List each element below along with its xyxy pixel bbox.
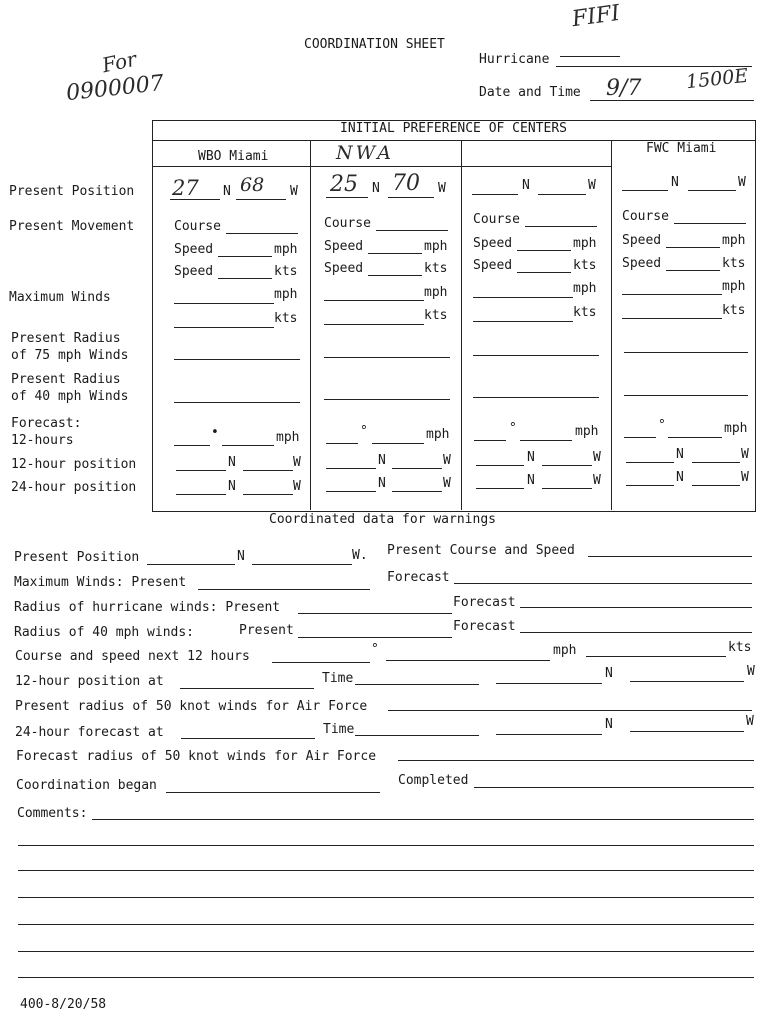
label-forecast-line1: Forecast: bbox=[11, 416, 82, 431]
coord-began-label: Coordination began bbox=[16, 778, 157, 793]
handwritten-reference-number: 0900007 bbox=[64, 70, 166, 107]
nwa-forecast-mph-unit: mph bbox=[426, 427, 450, 442]
coord-forecast24-n: N bbox=[605, 717, 613, 732]
coord-forecast24-time-label: Time bbox=[323, 722, 355, 737]
col3-speed-kts-label: Speed bbox=[473, 258, 513, 273]
nwa-pos12-n: N bbox=[378, 453, 386, 468]
coord-present-n: N bbox=[237, 549, 245, 564]
coord-pos12-label: 12-hour position at bbox=[15, 674, 164, 689]
wbo-radius40-field[interactable] bbox=[174, 402, 300, 403]
col-header-wbo-miami: WBO Miami bbox=[198, 149, 269, 164]
fwc-speed-mph-label: Speed bbox=[622, 233, 662, 248]
col3-longitude-field[interactable] bbox=[538, 194, 586, 195]
nwa-n-label: N bbox=[372, 181, 380, 196]
col3-course-field[interactable] bbox=[525, 226, 597, 227]
label-present-movement: Present Movement bbox=[9, 219, 135, 234]
coord-max-winds-forecast-field[interactable] bbox=[454, 583, 752, 584]
nwa-speed-kts-field[interactable] bbox=[368, 275, 422, 276]
nwa-pos12-w: W bbox=[443, 453, 451, 468]
col3-pos12-n: N bbox=[527, 450, 535, 465]
label-radius40-line2: of 40 mph Winds bbox=[11, 389, 129, 404]
coord-radius40-forecast-label: Forecast bbox=[453, 619, 516, 634]
table-divider-3 bbox=[611, 140, 612, 510]
wbo-pos24-w: W bbox=[293, 479, 301, 494]
coord-speed-12-mph-field[interactable] bbox=[386, 660, 550, 661]
wbo-maxwind-kts-unit: kts bbox=[274, 311, 298, 326]
col3-maxwind-mph-unit: mph bbox=[573, 281, 597, 296]
date-time-label: Date and Time bbox=[479, 85, 581, 100]
wbo-pos12-n: N bbox=[228, 455, 236, 470]
coordinated-caption: Coordinated data for warnings bbox=[269, 512, 496, 527]
table-divider-1 bbox=[310, 140, 311, 510]
fwc-course-label: Course bbox=[622, 209, 669, 224]
nwa-maxwind-mph-field[interactable] bbox=[324, 300, 424, 301]
wbo-radius75-field[interactable] bbox=[174, 359, 300, 360]
fwc-kts-unit: kts bbox=[722, 256, 746, 271]
coord-forecast-radius50-label: Forecast radius of 50 knot winds for Air Force bbox=[16, 749, 377, 764]
nwa-maxwind-mph-unit: mph bbox=[424, 285, 448, 300]
nwa-speed-mph-label: Speed bbox=[324, 239, 364, 254]
coord-forecast24-lon-field[interactable] bbox=[630, 731, 744, 732]
fwc-forecast-speed-field[interactable] bbox=[668, 437, 722, 438]
wbo-pos24-lat-field[interactable] bbox=[176, 494, 226, 495]
wbo-longitude-field[interactable] bbox=[236, 199, 286, 200]
wbo-speed-kts-field[interactable] bbox=[218, 278, 272, 279]
coord-pos12-lat-field[interactable] bbox=[496, 683, 602, 684]
comments-label: Comments: bbox=[17, 806, 88, 821]
coord-max-winds-forecast-label: Forecast bbox=[387, 570, 450, 585]
nwa-forecast-degree: ° bbox=[360, 424, 368, 439]
fwc-w-label: W bbox=[738, 175, 746, 190]
wbo-speed-mph-field[interactable] bbox=[218, 256, 272, 257]
coord-began-field[interactable] bbox=[166, 792, 380, 793]
col3-pos12-lat-field[interactable] bbox=[476, 465, 524, 466]
fwc-longitude-field[interactable] bbox=[688, 190, 736, 191]
col3-pos24-lon-field[interactable] bbox=[542, 488, 592, 489]
wbo-maxwind-mph-field[interactable] bbox=[174, 303, 274, 304]
comments-line-6[interactable] bbox=[18, 951, 754, 952]
col3-maxwind-kts-unit: kts bbox=[573, 305, 597, 320]
wbo-pos24-n: N bbox=[228, 479, 236, 494]
wbo-pos12-w: W bbox=[293, 455, 301, 470]
coord-max-winds-label: Maximum Winds: Present bbox=[14, 575, 187, 590]
fwc-mph-unit: mph bbox=[722, 233, 746, 248]
col3-pos12-lon-field[interactable] bbox=[542, 465, 592, 466]
col3-maxwind-mph-field[interactable] bbox=[473, 297, 573, 298]
wbo-w-label: W bbox=[290, 184, 298, 199]
nwa-longitude-field[interactable] bbox=[388, 197, 434, 198]
fwc-forecast-mph-unit: mph bbox=[724, 421, 748, 436]
fwc-forecast-dir-field[interactable] bbox=[624, 437, 656, 438]
comments-line-1[interactable] bbox=[92, 819, 754, 820]
wbo-forecast-dir-field[interactable] bbox=[174, 445, 210, 446]
coord-pos12-at-field[interactable] bbox=[180, 688, 314, 689]
handwritten-date: 9/7 bbox=[606, 76, 642, 101]
col3-pos24-w: W bbox=[593, 473, 601, 488]
coord-pos12-n: N bbox=[605, 666, 613, 681]
wbo-forecast-speed-field[interactable] bbox=[222, 445, 274, 446]
fwc-forecast-degree: ° bbox=[658, 418, 666, 433]
coord-present-position-label: Present Position bbox=[14, 550, 140, 565]
coord-present-course-speed-field[interactable] bbox=[588, 556, 752, 557]
wbo-latitude-value: 27 bbox=[172, 176, 199, 200]
coord-radius-hurricane-forecast-label: Forecast bbox=[453, 595, 516, 610]
fwc-pos24-w: W bbox=[741, 470, 749, 485]
wbo-longitude-value: 68 bbox=[240, 174, 265, 196]
col3-forecast-dir-field[interactable] bbox=[474, 440, 506, 441]
coord-forecast24-w: W bbox=[746, 714, 754, 729]
coord-present-course-speed-label: Present Course and Speed bbox=[387, 543, 575, 558]
strike-mark bbox=[560, 56, 620, 57]
nwa-kts-unit: kts bbox=[424, 261, 448, 276]
wbo-course-field[interactable] bbox=[226, 233, 298, 234]
coord-present-lat-field[interactable] bbox=[147, 564, 235, 565]
coord-course-12-field[interactable] bbox=[272, 662, 370, 663]
fwc-radius40-field[interactable] bbox=[624, 395, 748, 396]
coord-pos12-lon-field[interactable] bbox=[630, 681, 744, 682]
fwc-maxwind-kts-field[interactable] bbox=[622, 318, 722, 319]
coord-forecast24-at-field[interactable] bbox=[181, 738, 315, 739]
wbo-speed-kts-label: Speed bbox=[174, 264, 214, 279]
fwc-latitude-field[interactable] bbox=[622, 190, 668, 191]
nwa-pos24-w: W bbox=[443, 476, 451, 491]
nwa-forecast-speed-field[interactable] bbox=[372, 443, 424, 444]
wbo-maxwind-mph-unit: mph bbox=[274, 287, 298, 302]
coord-radius40-label: Radius of 40 mph winds: bbox=[14, 625, 195, 640]
nwa-pos24-n: N bbox=[378, 476, 386, 491]
col3-forecast-speed-field[interactable] bbox=[520, 440, 572, 441]
label-radius75-line2: of 75 mph Winds bbox=[11, 348, 129, 363]
col3-forecast-degree: ° bbox=[509, 421, 517, 436]
nwa-course-label: Course bbox=[324, 216, 371, 231]
col3-speed-mph-label: Speed bbox=[473, 236, 513, 251]
label-radius75-line1: Present Radius bbox=[11, 331, 121, 346]
nwa-pos24-lat-field[interactable] bbox=[326, 491, 376, 492]
nwa-longitude-value: 70 bbox=[392, 171, 420, 196]
label-radius40-line1: Present Radius bbox=[11, 372, 121, 387]
nwa-latitude-value: 25 bbox=[330, 172, 358, 197]
nwa-latitude-field[interactable] bbox=[326, 197, 368, 198]
nwa-mph-unit: mph bbox=[424, 239, 448, 254]
nwa-forecast-dir-field[interactable] bbox=[326, 443, 358, 444]
coord-speed-12-kts-field[interactable] bbox=[586, 656, 726, 657]
col3-w-label: W bbox=[588, 178, 596, 193]
wbo-mph-unit: mph bbox=[274, 242, 298, 257]
fwc-pos24-lon-field[interactable] bbox=[692, 485, 740, 486]
comments-line-2[interactable] bbox=[18, 845, 754, 846]
coord-forecast24-time-field[interactable] bbox=[355, 735, 479, 736]
label-forecast-line2: 12-hours bbox=[11, 433, 74, 448]
col3-pos24-n: N bbox=[527, 473, 535, 488]
fwc-speed-kts-field[interactable] bbox=[666, 270, 720, 271]
label-24-hour-position: 24-hour position bbox=[11, 480, 137, 495]
fwc-pos12-n: N bbox=[676, 447, 684, 462]
wbo-course-label: Course bbox=[174, 219, 221, 234]
col3-radius40-field[interactable] bbox=[473, 397, 599, 398]
comments-line-4[interactable] bbox=[18, 897, 754, 898]
coord-radius50-present-field[interactable] bbox=[388, 710, 752, 711]
nwa-pos24-lon-field[interactable] bbox=[392, 491, 442, 492]
fwc-radius75-field[interactable] bbox=[624, 352, 748, 353]
fwc-maxwind-mph-field[interactable] bbox=[622, 294, 722, 295]
col3-forecast-mph-unit: mph bbox=[575, 424, 599, 439]
hurricane-label: Hurricane bbox=[479, 52, 550, 67]
col-header-fwc-miami: FWC Miami bbox=[646, 141, 717, 156]
nwa-radius40-field[interactable] bbox=[324, 399, 450, 400]
label-12-hour-position: 12-hour position bbox=[11, 457, 137, 472]
date-time-field[interactable] bbox=[590, 100, 754, 101]
table-divider-2 bbox=[461, 140, 462, 510]
coord-completed-field[interactable] bbox=[474, 787, 754, 788]
coord-course-speed-12-label: Course and speed next 12 hours bbox=[15, 649, 250, 664]
col3-pos12-w: W bbox=[593, 450, 601, 465]
col3-kts-unit: kts bbox=[573, 258, 597, 273]
nwa-pos12-lon-field[interactable] bbox=[392, 468, 442, 469]
col3-pos24-lat-field[interactable] bbox=[476, 488, 524, 489]
fwc-pos24-lat-field[interactable] bbox=[626, 485, 674, 486]
col3-speed-kts-field[interactable] bbox=[517, 272, 571, 273]
coord-forecast-radius50-field[interactable] bbox=[398, 760, 754, 761]
col3-latitude-field[interactable] bbox=[472, 194, 518, 195]
wbo-forecast-mph-unit: mph bbox=[276, 430, 300, 445]
wbo-latitude-field[interactable] bbox=[170, 199, 220, 200]
handwritten-for: For bbox=[99, 46, 139, 78]
wbo-pos24-lon-field[interactable] bbox=[243, 494, 293, 495]
comments-line-5[interactable] bbox=[18, 924, 754, 925]
handwritten-time: 1500E bbox=[685, 64, 750, 94]
fwc-speed-kts-label: Speed bbox=[622, 256, 662, 271]
coord-radius40-present-field[interactable] bbox=[298, 637, 452, 638]
coord-radius50-present-label: Present radius of 50 knot winds for Air Force bbox=[15, 699, 368, 714]
coord-speed-12-kts-unit: kts bbox=[728, 640, 752, 655]
coord-pos12-w: W bbox=[747, 664, 755, 679]
fwc-maxwind-mph-unit: mph bbox=[722, 279, 746, 294]
col3-n-label: N bbox=[522, 178, 530, 193]
coord-radius-hurricane-label: Radius of hurricane winds: Present bbox=[14, 600, 281, 615]
form-number: 400-8/20/58 bbox=[20, 997, 107, 1012]
document-title: COORDINATION SHEET bbox=[304, 37, 445, 52]
nwa-pos12-lat-field[interactable] bbox=[326, 468, 376, 469]
table-col-header-rule bbox=[152, 166, 612, 167]
label-present-position: Present Position bbox=[9, 184, 135, 199]
coord-pos12-time-field[interactable] bbox=[355, 684, 479, 685]
coord-max-winds-present-field[interactable] bbox=[198, 589, 370, 590]
col3-course-label: Course bbox=[473, 212, 520, 227]
coord-radius40-present-label: Present bbox=[239, 623, 294, 638]
fwc-pos24-n: N bbox=[676, 470, 684, 485]
wbo-kts-unit: kts bbox=[274, 264, 298, 279]
wbo-speed-mph-label: Speed bbox=[174, 242, 214, 257]
coord-radius-hurricane-present-field[interactable] bbox=[298, 613, 452, 614]
fwc-pos12-lat-field[interactable] bbox=[626, 462, 674, 463]
coord-completed-label: Completed bbox=[398, 773, 469, 788]
nwa-maxwind-kts-field[interactable] bbox=[324, 324, 424, 325]
fwc-pos12-w: W bbox=[741, 447, 749, 462]
coord-course-12-degree: ° bbox=[371, 642, 379, 657]
nwa-speed-kts-label: Speed bbox=[324, 261, 364, 276]
wbo-pos12-lon-field[interactable] bbox=[243, 470, 293, 471]
nwa-radius75-field[interactable] bbox=[324, 357, 450, 358]
wbo-n-label: N bbox=[223, 184, 231, 199]
coord-speed-12-mph-unit: mph bbox=[553, 643, 577, 658]
nwa-speed-mph-field[interactable] bbox=[368, 253, 422, 254]
nwa-course-field[interactable] bbox=[376, 230, 448, 231]
wbo-forecast-dot: • bbox=[211, 425, 219, 440]
coord-forecast24-lat-field[interactable] bbox=[496, 734, 602, 735]
comments-line-7[interactable] bbox=[18, 977, 754, 978]
coord-radius-hurricane-forecast-field[interactable] bbox=[520, 607, 752, 608]
handwritten-nwa: NWA bbox=[336, 142, 394, 164]
comments-line-3[interactable] bbox=[18, 870, 754, 871]
fwc-n-label: N bbox=[671, 175, 679, 190]
handwritten-hurricane-name: FIFI bbox=[570, 0, 622, 33]
col3-radius75-field[interactable] bbox=[473, 355, 599, 356]
fwc-course-field[interactable] bbox=[674, 223, 746, 224]
hurricane-field[interactable] bbox=[556, 66, 752, 67]
fwc-pos12-lon-field[interactable] bbox=[692, 462, 740, 463]
coord-present-lon-field[interactable] bbox=[252, 564, 352, 565]
coord-radius40-forecast-field[interactable] bbox=[520, 632, 752, 633]
col3-mph-unit: mph bbox=[573, 236, 597, 251]
wbo-maxwind-kts-field[interactable] bbox=[174, 327, 274, 328]
fwc-speed-mph-field[interactable] bbox=[666, 247, 720, 248]
coord-pos12-time-label: Time bbox=[322, 671, 354, 686]
coord-forecast24-label: 24-hour forecast at bbox=[15, 725, 164, 740]
label-maximum-winds: Maximum Winds bbox=[9, 290, 111, 305]
col3-speed-mph-field[interactable] bbox=[517, 250, 571, 251]
wbo-pos12-lat-field[interactable] bbox=[176, 470, 226, 471]
coord-present-w: W. bbox=[352, 548, 368, 563]
fwc-maxwind-kts-unit: kts bbox=[722, 303, 746, 318]
table-heading: INITIAL PREFERENCE OF CENTERS bbox=[340, 121, 567, 136]
nwa-maxwind-kts-unit: kts bbox=[424, 308, 448, 323]
nwa-w-label: W bbox=[438, 181, 446, 196]
col3-maxwind-kts-field[interactable] bbox=[473, 321, 573, 322]
